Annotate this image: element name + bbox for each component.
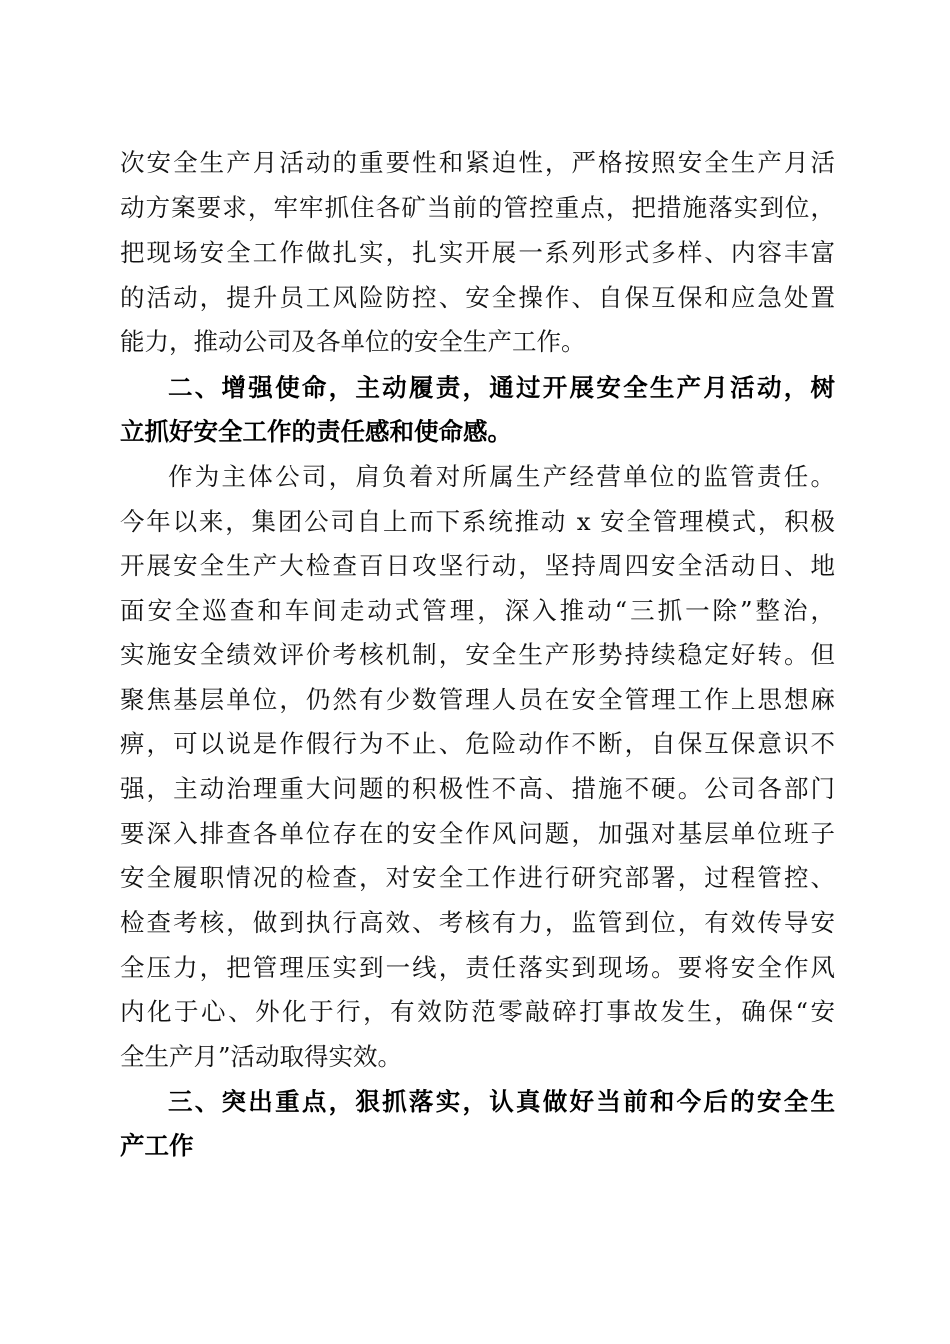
paragraph-line: 聚焦基层单位，仍然有少数管理人员在安全管理工作上思想麻	[120, 685, 835, 714]
paragraph-line: 要深入排查各单位存在的安全作风问题，加强对基层单位班子	[120, 819, 835, 848]
paragraph-line: 全压力，把管理压实到一线，责任落实到现场。要将安全作风	[120, 953, 835, 982]
paragraph-line: 今年以来，集团公司自上而下系统推动 x 安全管理模式，积极	[120, 507, 835, 536]
paragraph-line: 内化于心、外化于行，有效防范零敲碎打事故发生，确保“安	[120, 997, 835, 1026]
paragraph-line: 安全履职情况的检查，对安全工作进行研究部署，过程管控、	[120, 863, 835, 892]
paragraph-line: 强，主动治理重大问题的积极性不高、措施不硬。公司各部门	[120, 774, 835, 803]
paragraph-line: 全生产月”活动取得实效。	[120, 1042, 403, 1071]
paragraph-line: 把现场安全工作做扎实，扎实开展一系列形式多样、内容丰富	[120, 238, 835, 267]
paragraph-line: 次安全生产月活动的重要性和紧迫性，严格按照安全生产月活	[120, 148, 835, 177]
section-heading: 二、增强使命，主动履责，通过开展安全生产月活动，树	[168, 373, 835, 402]
paragraph-line: 实施安全绩效评价考核机制，安全生产形势持续稳定好转。但	[120, 640, 835, 669]
paragraph-line: 开展安全生产大检查百日攻坚行动，坚持周四安全活动日、地	[120, 551, 835, 580]
section-heading: 三、突出重点，狠抓落实，认真做好当前和今后的安全生	[168, 1087, 835, 1116]
paragraph-line: 动方案要求，牢牢抓住各矿当前的管控重点，把措施落实到位，	[120, 193, 835, 222]
paragraph-line: 面安全巡查和车间走动式管理，深入推动“三抓一除”整治，	[120, 596, 835, 625]
paragraph-line: 作为主体公司，肩负着对所属生产经营单位的监管责任。	[168, 462, 835, 491]
paragraph-line: 能力，推动公司及各单位的安全生产工作。	[120, 327, 586, 356]
section-heading: 立抓好安全工作的责任感和使命感。	[120, 417, 512, 446]
paragraph-line: 的活动，提升员工风险防控、安全操作、自保互保和应急处置	[120, 283, 835, 312]
section-heading: 产工作	[120, 1131, 194, 1160]
paragraph-line: 检查考核，做到执行高效、考核有力，监管到位，有效传导安	[120, 908, 835, 937]
paragraph-line: 痹，可以说是作假行为不止、危险动作不断，自保互保意识不	[120, 729, 835, 758]
